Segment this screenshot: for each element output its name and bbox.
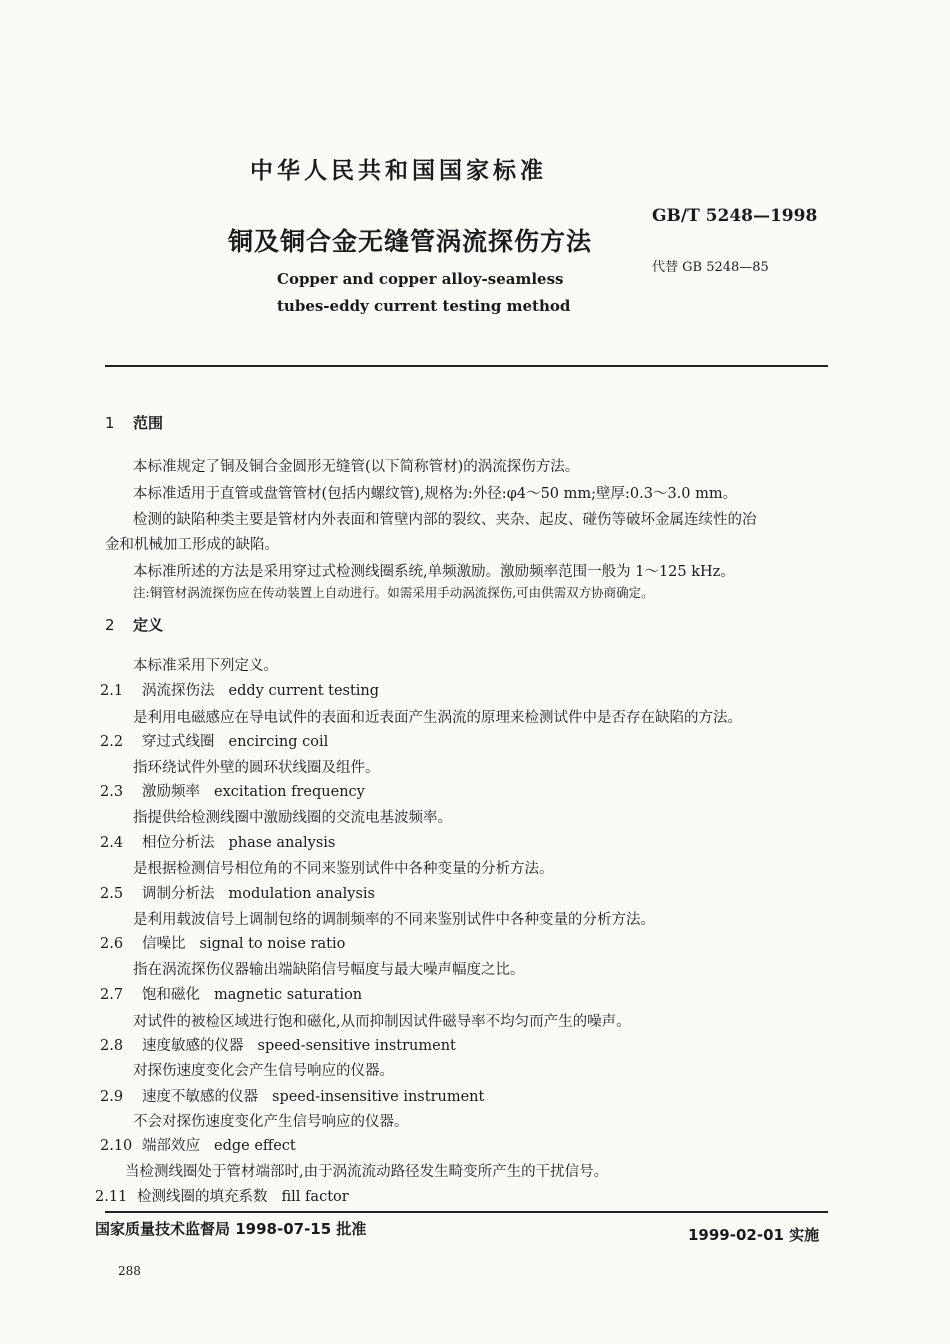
scope-paragraph-3: 检测的缺陷种类主要是管材内外表面和管壁内部的裂纹、夹杂、起皮、碰伤等破坏金属连续性的冶 (133, 512, 757, 528)
definition-term-zh: 速度敏感的仪器 (142, 1038, 244, 1054)
section-1-heading (105, 412, 163, 433)
standard-number: GB/T 5248—1998 (652, 206, 818, 226)
replaces-standard: 代替 GB 5248—85 (652, 260, 769, 275)
definition-body: 指在涡流探伤仪器输出端缺陷信号幅度与最大噪声幅度之比。 (133, 962, 525, 978)
document-title-en-line1: Copper and copper alloy-seamless (277, 270, 564, 288)
national-standard-heading: 中华人民共和国国家标准 (250, 158, 547, 184)
definition-term (100, 730, 328, 751)
section-1-number: 1 (105, 414, 115, 432)
definition-number: 2.9 (100, 1089, 124, 1105)
definition-number: 2.8 (100, 1038, 124, 1054)
header-divider (105, 365, 828, 367)
definition-term-en: speed-sensitive instrument (257, 1038, 456, 1054)
definition-term (100, 780, 365, 801)
definition-term (100, 831, 335, 852)
definition-number: 2.1 (100, 683, 124, 699)
definition-body: 指提供给检测线圈中激励线圈的交流电基波频率。 (133, 810, 452, 826)
section-2-heading (105, 614, 163, 635)
scope-paragraph-2: 本标准适用于直管或盘管管材(包括内螺纹管),规格为:外径:φ4～50 mm;壁厚:0.3～3.0 mm。 (133, 486, 738, 502)
definition-number: 2.6 (100, 936, 124, 952)
definition-body: 是根据检测信号相位角的不同来鉴别试件中各种变量的分析方法。 (133, 861, 554, 877)
section-1-title: 范围 (133, 414, 164, 432)
definition-number: 2.10 (100, 1138, 133, 1154)
page-number: 288 (118, 1264, 141, 1278)
definition-term-zh: 激励频率 (142, 784, 200, 800)
definition-number: 2.5 (100, 886, 124, 902)
footer-divider (105, 1211, 828, 1213)
approval-date: 国家质量技术监督局 1998-07-15 批准 (95, 1220, 367, 1238)
definition-term (100, 1034, 456, 1055)
scope-paragraph-1: 本标准规定了铜及铜合金圆形无缝管(以下简称管材)的涡流探伤方法。 (133, 459, 580, 475)
definition-term (95, 1185, 349, 1206)
definition-body: 对探伤速度变化会产生信号响应的仪器。 (133, 1063, 394, 1079)
definition-term (100, 1085, 484, 1106)
section-2-number: 2 (105, 616, 115, 634)
definition-term-zh: 相位分析法 (142, 835, 215, 851)
definition-term (100, 983, 362, 1004)
definition-number: 2.7 (100, 987, 124, 1003)
definition-body: 指环绕试件外壁的圆环状线圈及组件。 (133, 760, 380, 776)
definition-term (100, 882, 375, 903)
section-2-title: 定义 (133, 616, 164, 634)
definition-term (100, 1134, 296, 1155)
definition-number: 2.11 (95, 1189, 128, 1205)
definition-term-zh: 调制分析法 (142, 886, 215, 902)
definition-body: 对试件的被检区域进行饱和磁化,从而抑制因试件磁导率不均匀而产生的噪声。 (133, 1014, 631, 1030)
definition-body: 不会对探伤速度变化产生信号响应的仪器。 (133, 1114, 409, 1130)
definition-term-zh: 涡流探伤法 (142, 683, 215, 699)
definition-term-en: modulation analysis (228, 886, 376, 902)
document-title-zh: 铜及铜合金无缝管涡流探伤方法 (228, 227, 593, 256)
scope-paragraph-3-cont: 金和机械加工形成的缺陷。 (105, 537, 279, 553)
definition-term (100, 932, 345, 953)
definition-body: 是利用载波信号上调制包络的调制频率的不同来鉴别试件中各种变量的分析方法。 (133, 912, 655, 928)
definition-term-zh: 穿过式线圈 (142, 734, 215, 750)
definition-term-zh: 端部效应 (142, 1138, 200, 1154)
definition-term-zh: 信噪比 (142, 936, 186, 952)
definition-term-en: phase analysis (228, 835, 336, 851)
definition-term-zh: 检测线圈的填充系数 (137, 1189, 268, 1205)
definition-term (100, 679, 379, 700)
implementation-date: 1999-02-01 实施 (688, 1226, 820, 1244)
definition-number: 2.2 (100, 734, 124, 750)
definition-term-en: excitation frequency (214, 784, 365, 800)
definition-term-en: eddy current testing (228, 683, 380, 699)
definition-term-zh: 速度不敏感的仪器 (142, 1089, 258, 1105)
definition-number: 2.4 (100, 835, 124, 851)
definition-term-en: fill factor (281, 1189, 349, 1205)
definition-body: 当检测线圈处于管材端部时,由于涡流流动路径发生畸变所产生的干扰信号。 (125, 1164, 609, 1180)
definition-term-en: magnetic saturation (214, 987, 363, 1003)
scope-paragraph-4: 本标准所述的方法是采用穿过式检测线圈系统,单频激励。激励频率范围一般为 1～125 kHz。 (133, 564, 735, 580)
definitions-intro: 本标准采用下列定义。 (133, 658, 278, 674)
definition-term-en: signal to noise ratio (199, 936, 346, 952)
definition-body: 是利用电磁感应在导电试件的表面和近表面产生涡流的原理来检测试件中是否存在缺陷的方法。 (133, 710, 742, 726)
definition-number: 2.3 (100, 784, 124, 800)
document-title-en-line2: tubes-eddy current testing method (277, 297, 571, 315)
scope-note: 注:铜管材涡流探伤应在传动装置上自动进行。如需采用手动涡流探伤,可由供需双方协商确定。 (133, 585, 654, 600)
definition-term-en: edge effect (214, 1138, 296, 1154)
definition-term-en: encircing coil (228, 734, 329, 750)
definition-term-zh: 饱和磁化 (142, 987, 200, 1003)
definition-term-en: speed-insensitive instrument (272, 1089, 485, 1105)
